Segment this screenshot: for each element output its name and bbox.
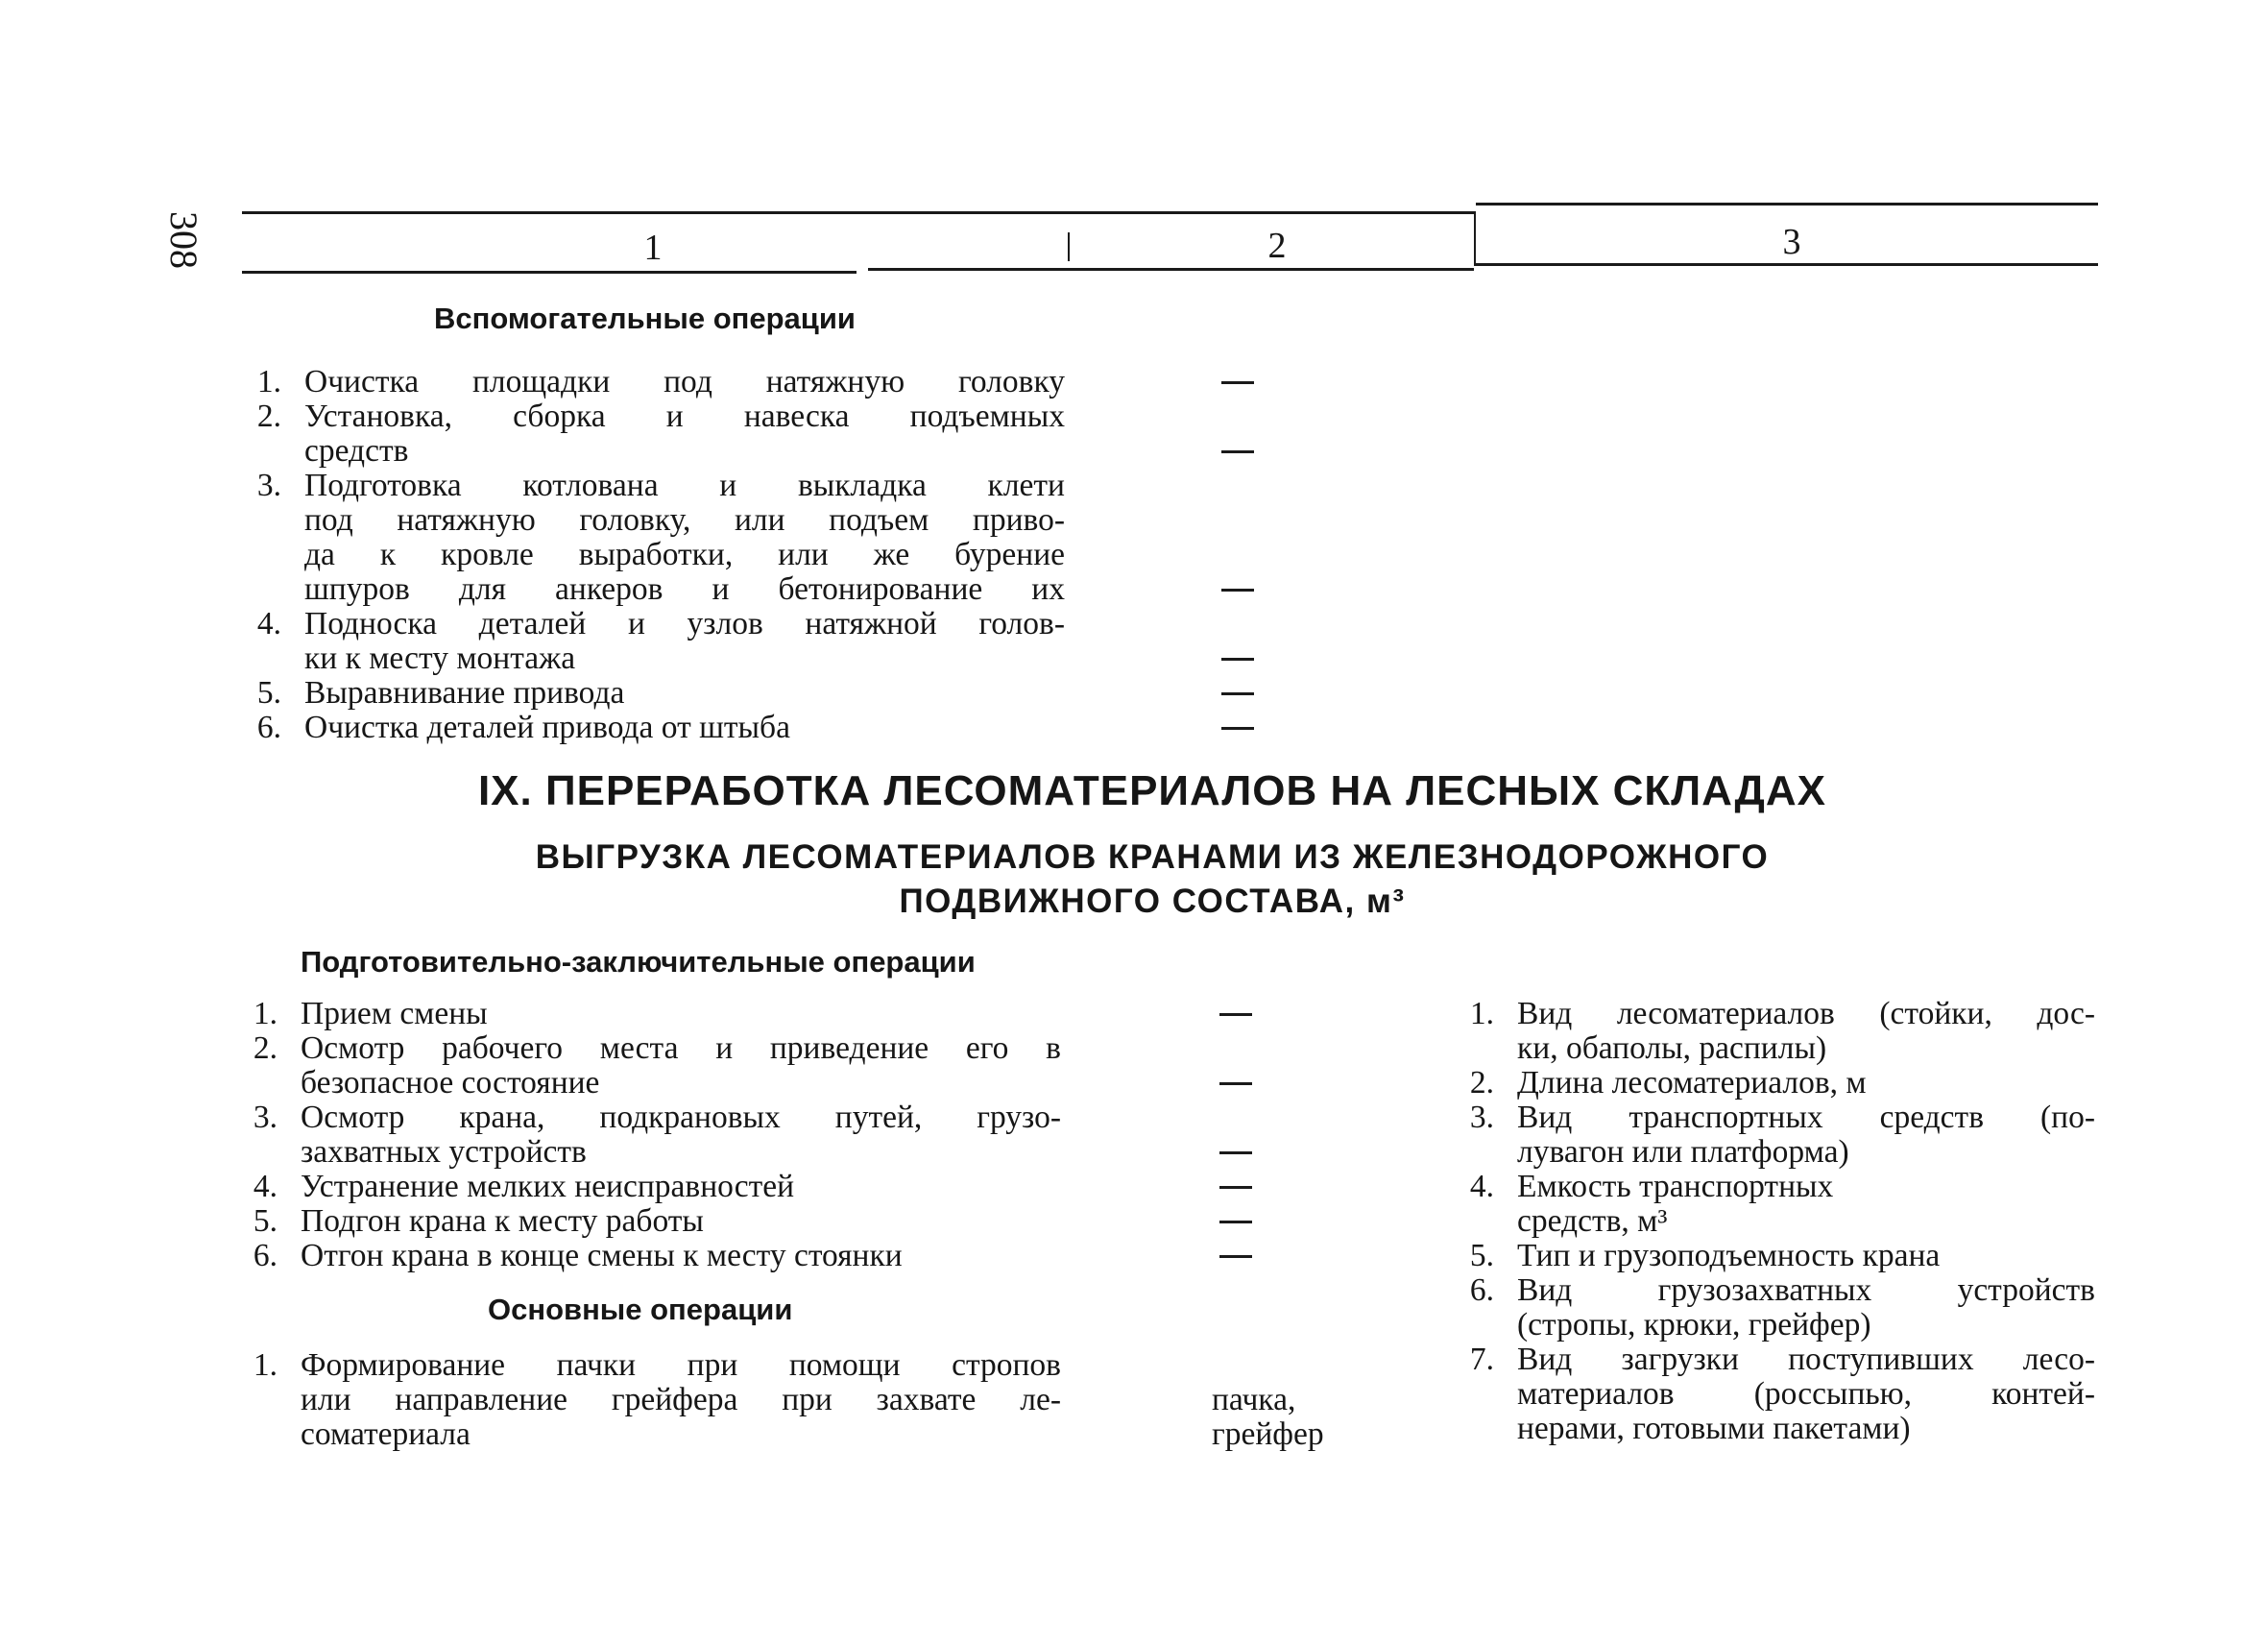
header-divider-1 [1068,232,1070,261]
prep-item-text: Осмотр крана, подкрановых путей, грузо- [301,1100,1061,1135]
prep-heading: Подготовительно-заключительные операции [301,945,976,979]
aux-item-number: 3. [256,468,281,503]
factors-list [1461,997,2095,1446]
aux-item-number: 5. [256,675,281,711]
factor-item-1 [1461,997,2095,1066]
dash-mark [1221,692,1254,695]
prep-item-number: 4. [253,1169,277,1204]
aux-item-5 [249,676,1065,711]
aux-item-text: под натяжную головку, или подъем приво- [304,502,1065,538]
dash-mark [1221,658,1254,661]
factor-item-number: 6. [1469,1272,1494,1308]
aux-item-text: Очистка площадки под натяжную головку [304,364,1065,399]
factor-item-3 [1461,1101,2095,1170]
header-rule-bottom-left [242,271,857,274]
factor-item-text: Вид транспортных средств (по- [1517,1100,2095,1135]
header-divider-2 [1474,213,1476,263]
dash-mark [1221,450,1254,453]
factor-item-text: ки, обаполы, распилы) [1517,1030,1827,1066]
prep-list [245,997,1061,1273]
main-ops-unit-line2: грейфер [1212,1416,1324,1452]
factor-item-5 [1461,1239,2095,1273]
aux-item-1 [249,365,1065,399]
factor-item-text: Вид лесоматериалов (стойки, дос- [1517,996,2095,1031]
factor-item-number: 3. [1469,1100,1494,1135]
prep-item-1 [245,997,1061,1031]
dash-mark [1219,1013,1252,1016]
dash-mark [1221,589,1254,592]
main-ops-item-text: Формирование пачки при помощи стропов [301,1347,1061,1383]
dash-mark [1219,1221,1252,1223]
factor-item-number: 7. [1469,1342,1494,1377]
factor-item-text: Тип и грузоподъемность крана [1517,1238,1941,1273]
dash-mark [1221,381,1254,384]
prep-item-text: Подгон крана к месту работы [301,1203,704,1239]
aux-item-text: ки к месту монтажа [304,641,576,676]
factor-item-text: Емкость транспортных [1517,1169,1834,1204]
aux-item-number: 2. [256,399,281,434]
header-rule-top-left [242,211,1476,214]
prep-item-text: Прием смены [301,996,488,1031]
prep-item-text: захватных устройств [301,1134,587,1170]
aux-item-number: 6. [256,710,281,745]
prep-item-6 [245,1239,1061,1273]
main-ops-item-text: соматериала [301,1416,470,1452]
prep-item-2 [245,1031,1061,1101]
aux-heading: Вспомогательные операции [434,302,856,335]
aux-item-text: Выравнивание привода [304,675,625,711]
column-header-2: 2 [1267,226,1287,266]
header-rule-bottom-middle [868,268,1474,271]
factor-item-text: лувагон или платформа) [1517,1134,1849,1170]
main-ops-item-1 [245,1348,1061,1452]
factor-item-number: 1. [1469,996,1494,1031]
aux-item-number: 1. [256,364,281,399]
prep-item-text: Отгон крана в конце смены к месту стоянки [301,1238,903,1273]
section-subtitle-line2: ПОДВИЖНОГО СОСТАВА, м³ [899,883,1406,920]
prep-item-4 [245,1170,1061,1204]
aux-item-number: 4. [256,606,281,641]
aux-item-text: да к кровле выработки, или же бурение [304,537,1065,572]
prep-item-text: Осмотр рабочего места и приведение его в [301,1030,1061,1066]
factor-item-text: нерами, готовыми пакетами) [1517,1411,1911,1446]
main-ops-item-text: или направление грейфера при захвате ле- [301,1382,1061,1417]
factor-item-text: средств, м³ [1517,1203,1668,1239]
main-ops-list [245,1348,1061,1452]
page-number: 308 [162,211,205,269]
prep-item-text: безопасное состояние [301,1065,600,1101]
prep-item-number: 3. [253,1100,277,1135]
factor-item-7 [1461,1343,2095,1446]
section-subtitle-line1: ВЫГРУЗКА ЛЕСОМАТЕРИАЛОВ КРАНАМИ ИЗ ЖЕЛЕЗНОДОРОЖНОГО [535,838,1770,876]
header-rule-bottom-right [1474,263,2098,266]
factor-item-text: (стропы, крюки, грейфер) [1517,1307,1871,1343]
dash-mark [1219,1151,1252,1154]
main-ops-item-number: 1. [253,1347,277,1383]
aux-item-3 [249,469,1065,607]
main-ops-unit-line1: пачка, [1212,1382,1296,1417]
aux-item-text: Очистка деталей привода от штыба [304,710,790,745]
factor-item-text: Вид загрузки поступивших лесо- [1517,1342,2095,1377]
factor-item-2 [1461,1066,2095,1101]
factor-item-text: Длина лесоматериалов, м [1517,1065,1867,1101]
aux-item-text: Подноска деталей и узлов натяжной голов- [304,606,1065,641]
aux-list [249,365,1065,745]
dash-mark [1219,1082,1252,1085]
aux-item-text: Установка, сборка и навеска подъемных [304,399,1065,434]
aux-item-text: Подготовка котлована и выкладка клети [304,468,1065,503]
factor-item-4 [1461,1170,2095,1239]
prep-item-text: Устранение мелких неисправностей [301,1169,795,1204]
prep-item-number: 2. [253,1030,277,1066]
factor-item-number: 4. [1469,1169,1494,1204]
factor-item-number: 5. [1469,1238,1494,1273]
aux-item-6 [249,711,1065,745]
header-rule-top-right [1476,203,2098,206]
column-header-1: 1 [643,228,663,268]
aux-item-4 [249,607,1065,676]
factor-item-text: Вид грузозахватных устройств [1517,1272,2095,1308]
factor-item-6 [1461,1273,2095,1343]
aux-item-text: средств [304,433,409,469]
main-ops-heading: Основные операции [488,1293,793,1326]
prep-item-number: 5. [253,1203,277,1239]
section-title: IX. ПЕРЕРАБОТКА ЛЕСОМАТЕРИАЛОВ НА ЛЕСНЫХ СКЛАДАХ [477,767,1827,814]
prep-item-number: 6. [253,1238,277,1273]
factor-item-text: материалов (россыпью, контей- [1517,1376,2095,1412]
prep-item-3 [245,1101,1061,1170]
prep-item-number: 1. [253,996,277,1031]
prep-item-5 [245,1204,1061,1239]
factor-item-number: 2. [1469,1065,1494,1101]
dash-mark [1219,1186,1252,1189]
column-header-3: 3 [1782,222,1801,262]
aux-item-text: шпуров для анкеров и бетонирование их [304,571,1065,607]
dash-mark [1221,727,1254,730]
dash-mark [1219,1255,1252,1258]
aux-item-2 [249,399,1065,469]
